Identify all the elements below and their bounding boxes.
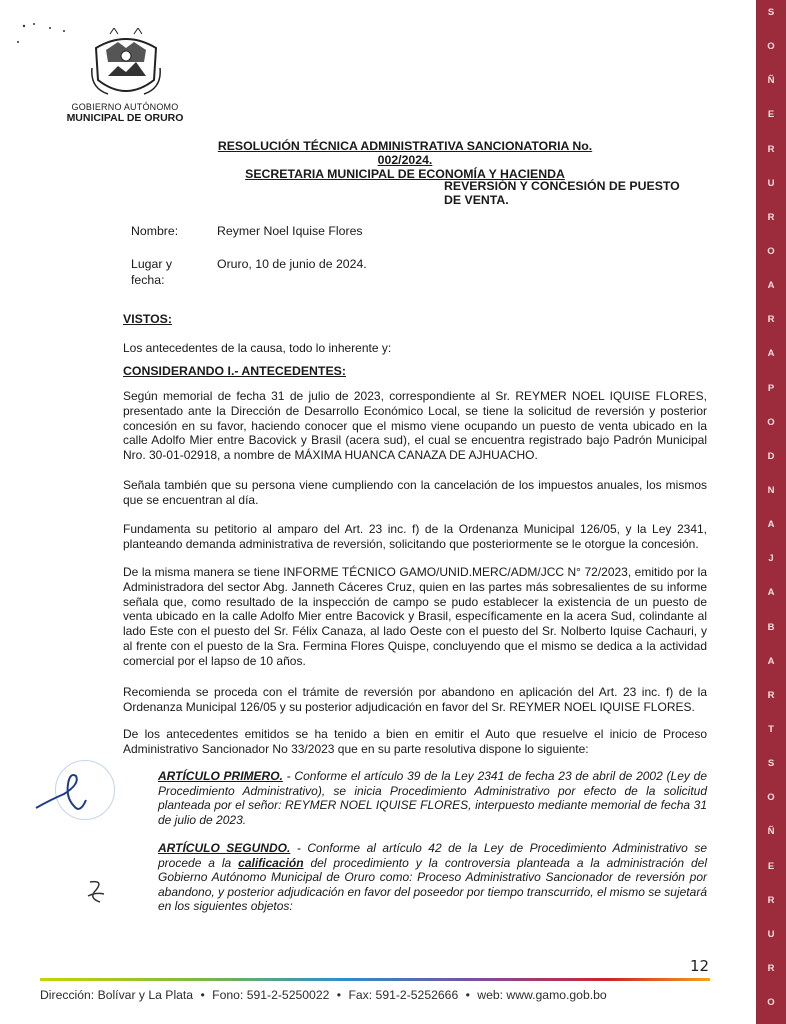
initials-mark — [82, 876, 112, 908]
page-number: 12 — [690, 957, 710, 975]
resolution-subject — [444, 179, 714, 207]
paragraph-5: Recomienda se proceda con el trámite de reversión por abandono en aplicación del Art. 23 inc. f) de la Ordenanza Municipal 126/05 y su posterior adjudicación en favor del Sr. REYMER NOEL IQUISE FLORES. — [123, 685, 707, 714]
side-slogan-letter: J — [768, 553, 774, 565]
article-second-emphasis: calificación — [238, 855, 304, 870]
paragraph-3: Fundamenta su petitorio al amparo del Art. 23 inc. f) de la Ordenanza Municipal 126/05, y la Ley 2341, planteando demanda administrativa de reversión, solicitando que posteriormente se le otorgue la concesión. — [123, 522, 707, 551]
footer-separator: • — [336, 988, 342, 1002]
considerando-heading: CONSIDERANDO I.- ANTECEDENTES: — [123, 364, 346, 378]
resolution-title — [190, 139, 620, 181]
side-slogan-letter: O — [767, 792, 775, 804]
side-slogan-letter: D — [767, 450, 775, 462]
article-second — [158, 841, 707, 914]
side-slogan-letter: O — [767, 245, 775, 257]
side-slogan-letter: N — [767, 484, 775, 496]
name-label: Nombre: — [131, 224, 179, 238]
footer-address: Dirección: Bolívar y La Plata — [40, 988, 194, 1002]
side-slogan-letter: R — [767, 314, 775, 326]
vistos-heading: VISTOS: — [123, 312, 172, 326]
article-second-text-b: del procedimiento y la controversia planteada a la administración del Gobierno Autónomo Municipal de Oruro como: Proceso Administrativo Sancionador de reversión por abandono, y posterior adjudicación en favor del poseedor por tiempo transcurrido, el mismo se sujetará en los siguientes objetos: — [158, 855, 707, 914]
side-slogan-letter: R — [767, 894, 775, 906]
side-slogan-letter: T — [768, 723, 774, 735]
side-slogan-letter: Ñ — [767, 826, 775, 838]
side-slogan-letter: U — [767, 177, 775, 189]
article-second-text-a: - Conforme al artículo 42 de la Ley de Procedimiento Administrativo se procede a la — [158, 841, 707, 870]
footer-separator: • — [465, 988, 470, 1002]
side-slogan-letter: A — [767, 655, 775, 667]
footer-contact — [40, 988, 720, 1002]
article-first-label: ARTÍCULO PRIMERO. — [158, 769, 283, 783]
place-label-line1: Lugar y — [131, 257, 173, 271]
side-slogan-letter: Ñ — [767, 75, 775, 87]
paragraph-2: Señala también que su persona viene cumpliendo con la cancelación de los impuestos anuales, los mismos que se encuentran al día. — [123, 478, 707, 507]
side-slogan-letter: O — [767, 416, 775, 428]
side-slogan-letter: R — [767, 962, 775, 974]
side-slogan-letter: O — [767, 997, 775, 1009]
paragraph-6: De los antecedentes emitidos se ha tenido a bien en emitir el Auto que resuelve el inicio de Proceso Administrativo Sancionador No 33/2023 que en su parte resolutiva dispone lo siguiente: — [123, 727, 707, 756]
side-slogan-letter: S — [767, 758, 775, 770]
side-slogan-letter: B — [767, 621, 775, 633]
side-slogan-letter: A — [767, 519, 775, 531]
org-name-line1: GOBIERNO AUTÓNOMO — [71, 102, 179, 112]
side-slogan-letter: R — [767, 143, 775, 155]
side-slogan-letters — [756, 8, 786, 1008]
vistos-text: Los antecedentes de la causa, todo lo inherente y: — [123, 341, 392, 355]
side-slogan-letter: U — [767, 928, 775, 940]
subject-line2: DE VENTA. — [444, 193, 509, 207]
name-value: Reymer Noel Iquise Flores — [217, 224, 363, 238]
side-slogan-letter: A — [767, 280, 775, 292]
footer-web: web: www.gamo.gob.bo — [477, 988, 607, 1002]
side-slogan-letter: S — [767, 7, 775, 18]
article-first-text: - Conforme el artículo 39 de la Ley 2341 de fecha 23 de abril de 2002 (Ley de Procedimiento Administrativo), se inicia Procedimiento Administrativo por efecto de la solicitud planteada por el señor: REYMER NOEL IQUISE FLORES, interpuesto mediante memorial de fecha 31 de julio de 2023. — [158, 769, 707, 827]
side-slogan-letter: O — [767, 41, 775, 53]
footer-fax: Fax: 591-2-5252666 — [348, 988, 459, 1002]
footer-phone: Fono: 591-2-5250022 — [212, 988, 330, 1002]
side-slogan-letter: A — [767, 348, 775, 360]
side-slogan-letter: E — [767, 860, 775, 872]
article-first — [158, 769, 707, 827]
side-slogan-letter: E — [767, 109, 775, 121]
side-slogan-band — [756, 0, 786, 1024]
side-slogan-letter: R — [767, 689, 775, 701]
paragraph-1: Según memorial de fecha 31 de julio de 2023, correspondiente al Sr. REYMER NOEL IQUISE FLORES, presentado ante la Dirección de Desarrollo Económico Local, se tiene la solicitud de reversión y posterior concesión en su favor, haciendo conocer que el mismo viene ocupando un puesto de venta ubicado en la calle Adolfo Mier entre Bacovick y Brasil (acera sud), el cual se encuentra registrado bajo Padrón Municipal Nro. 30-01-02918, a nombre de MÁXIMA HUANCA CANAZA DE AJHUACHO. — [123, 389, 707, 463]
org-name-line2: MUNICIPAL DE ORURO — [66, 112, 184, 124]
side-slogan-letter: R — [767, 211, 775, 223]
scan-specks — [14, 18, 84, 58]
footer-separator: • — [200, 988, 205, 1002]
signature-mark — [30, 770, 100, 818]
footer-color-band — [40, 978, 710, 981]
paragraph-4: De la misma manera se tiene INFORME TÉCNICO GAMO/UNID.MERC/ADM/JCC N° 72/2023, emitido por la Administradora del sector Abg. Janneth Cáceres Cruz, quien en las partes más sobresalientes de su informe señala que, como resultado de la inspección de campo se pudo establecer la existencia de un puesto de venta ubicado en la calle Adolfo Mier entre Bacovick y Brasil, específicamente en la acera Sud, colindante al lado Este con el puesto del Sr. Félix Canaza, al lado Oeste con el puesto del Sr. Nolberto Iquise Cachauri, y al frente con el puesto de la Sra. Fermina Flores Quispe, concluyendo que el mismo se dedica a la actividad comercial por el lapso de 10 años. — [123, 565, 707, 668]
article-second-label: ARTÍCULO SEGUNDO. — [158, 841, 291, 855]
place-label-line2: fecha: — [131, 273, 165, 287]
municipal-crest-logo — [88, 28, 164, 104]
resolution-title-line2: SECRETARIA MUNICIPAL DE ECONOMÍA Y HACIENDA — [245, 167, 565, 181]
subject-line1: REVERSIÓN Y CONCESIÓN DE PUESTO — [444, 179, 680, 193]
side-slogan-letter: A — [767, 587, 775, 599]
side-slogan-letter: P — [767, 382, 775, 394]
place-date-value: Oruro, 10 de junio de 2024. — [217, 257, 367, 271]
resolution-title-line1: RESOLUCIÓN TÉCNICA ADMINISTRATIVA SANCIONATORIA No. 002/2024. — [217, 139, 593, 167]
